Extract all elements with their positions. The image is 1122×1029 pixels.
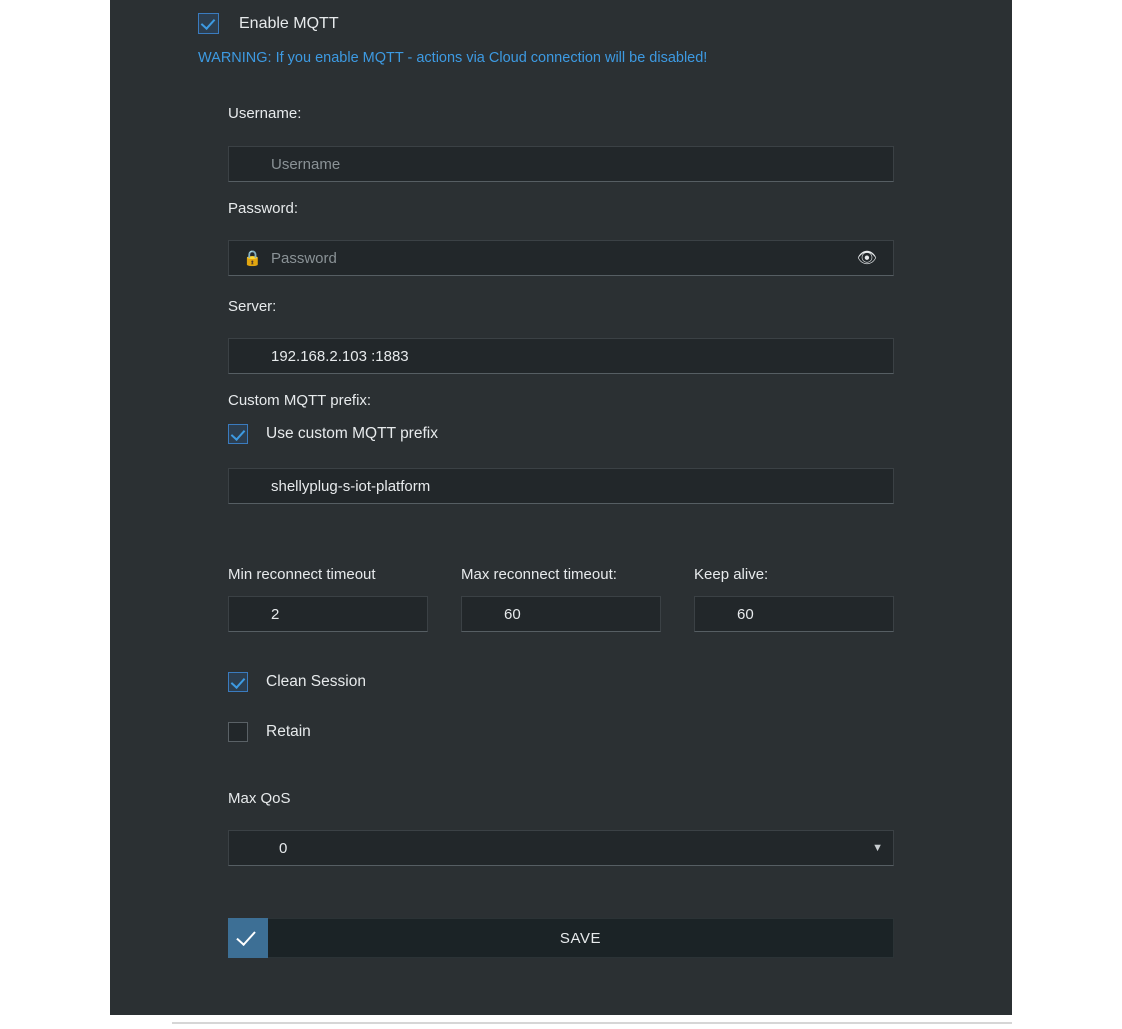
chevron-down-icon: ▼: [872, 842, 883, 854]
max-reconnect-timeout-label: Max reconnect timeout:: [461, 566, 617, 583]
lock-icon: 🔒: [243, 250, 262, 267]
retain-row[interactable]: [228, 722, 311, 742]
custom-prefix-value: shellyplug-s-iot-platform: [271, 477, 431, 495]
save-button[interactable]: SAVE: [268, 918, 894, 958]
max-qos-select[interactable]: [228, 830, 894, 866]
server-value: 192.168.2.103 :1883: [271, 347, 409, 365]
password-placeholder: Password: [271, 249, 337, 267]
max-qos-value: 0: [279, 839, 288, 857]
bottom-scrollbar[interactable]: [172, 1022, 1012, 1024]
clean-session-checkbox[interactable]: [228, 672, 248, 692]
max-qos-label: Max QoS: [228, 790, 291, 807]
save-row[interactable]: [228, 918, 894, 958]
password-input[interactable]: [228, 240, 894, 276]
username-label: Username:: [228, 105, 302, 122]
enable-mqtt-checkbox[interactable]: [198, 13, 219, 34]
clean-session-row[interactable]: [228, 672, 366, 692]
username-input[interactable]: [228, 146, 894, 182]
enable-mqtt-row[interactable]: [198, 13, 339, 34]
min-reconnect-timeout-input[interactable]: [228, 596, 428, 632]
retain-checkbox[interactable]: [228, 722, 248, 742]
use-custom-prefix-row[interactable]: [228, 424, 438, 444]
use-custom-prefix-checkbox[interactable]: [228, 424, 248, 444]
keep-alive-label: Keep alive:: [694, 566, 769, 583]
retain-label: Retain: [266, 723, 311, 740]
server-label: Server:: [228, 298, 277, 315]
eye-icon[interactable]: 👁: [856, 250, 877, 267]
custom-prefix-label: Custom MQTT prefix:: [228, 392, 372, 409]
custom-prefix-input[interactable]: [228, 468, 894, 504]
mqtt-settings-panel: [110, 0, 1012, 1015]
clean-session-label: Clean Session: [266, 673, 366, 690]
save-check-icon[interactable]: [228, 918, 268, 958]
password-label: Password:: [228, 200, 299, 217]
keep-alive-value: 60: [737, 605, 754, 623]
max-reconnect-timeout-value: 60: [504, 605, 521, 623]
enable-mqtt-label: Enable MQTT: [239, 14, 339, 32]
keep-alive-input[interactable]: [694, 596, 894, 632]
settings-content: [198, 0, 988, 947]
mqtt-warning-text: WARNING: If you enable MQTT - actions via Cloud connection will be disabled!: [198, 50, 708, 66]
max-reconnect-timeout-input[interactable]: [461, 596, 661, 632]
use-custom-prefix-label: Use custom MQTT prefix: [266, 425, 438, 442]
min-reconnect-timeout-value: 2: [271, 605, 280, 623]
min-reconnect-timeout-label: Min reconnect timeout: [228, 566, 376, 583]
server-input[interactable]: [228, 338, 894, 374]
username-placeholder: Username: [271, 155, 341, 173]
